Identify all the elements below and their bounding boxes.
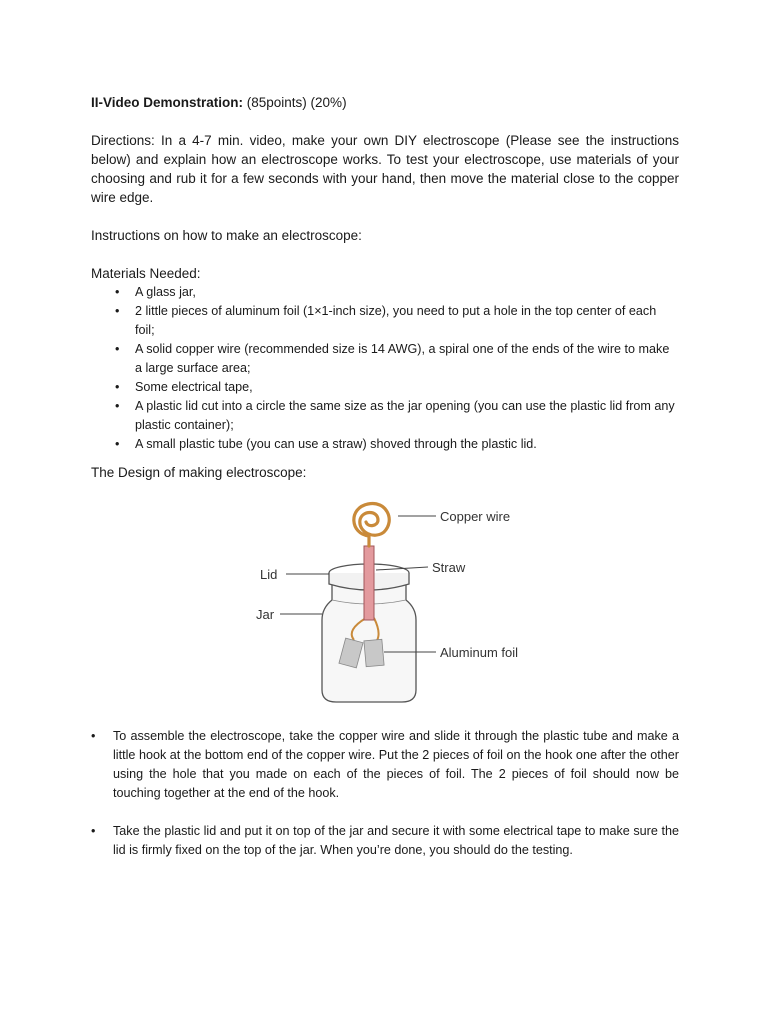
instructions-heading: Instructions on how to make an electroscope:	[91, 228, 362, 243]
steps-list-second	[91, 822, 679, 860]
bullet-glyph: •	[115, 285, 120, 299]
list-item-text: Take the plastic lid and put it on top of the jar and secure it with some electrical tape to make sure the lid is firmly fixed on the top of the jar. When you’re done, you should do the testing.	[113, 824, 679, 857]
design-heading: The Design of making electroscope:	[91, 465, 307, 480]
label-straw: Straw	[432, 560, 466, 575]
list-item-text: A glass jar,	[135, 285, 196, 299]
list-item	[91, 283, 679, 302]
bullet-glyph: •	[91, 729, 96, 743]
section-heading-bold: II-Video Demonstration:	[91, 95, 244, 110]
directions-paragraph: Directions: In a 4-7 min. video, make your own DIY electroscope (Please see the instructions below) and explain how an electroscope works. To test your electroscope, use materials of your choosing and rub it for a few seconds with your hand, then move the material close to the copper wire edge.	[91, 133, 679, 205]
electroscope-diagram	[250, 490, 540, 715]
list-item	[91, 727, 679, 803]
label-aluminum-foil: Aluminum foil	[440, 645, 519, 660]
list-item	[91, 397, 679, 435]
label-jar: Jar	[256, 607, 275, 622]
label-copper-wire: Copper wire	[440, 509, 511, 524]
foil-right	[364, 639, 384, 666]
bullet-glyph: •	[115, 399, 120, 413]
list-item-text: Some electrical tape,	[135, 380, 253, 394]
bullet-glyph: •	[115, 304, 120, 318]
copper-spiral	[354, 503, 389, 546]
list-item	[91, 378, 679, 397]
label-lid: Lid	[260, 567, 278, 582]
bullet-glyph: •	[115, 342, 120, 356]
list-item-text: A plastic lid cut into a circle the same size as the jar opening (you can use the plastic lid from any plastic container);	[135, 399, 675, 432]
bullet-glyph: •	[115, 437, 120, 451]
bullet-glyph: •	[91, 824, 96, 838]
materials-list	[91, 283, 679, 454]
list-item	[91, 435, 679, 454]
straw-shape	[364, 546, 374, 620]
list-item-text: To assemble the electroscope, take the copper wire and slide it through the plastic tube and make a little hook at the bottom end of the copper wire. Put the 2 pieces of foil on the hook one after the other using the hole that you made on each of the pieces of foil. The 2 pieces of foil should now be touching together at the end of the hook.	[113, 729, 679, 800]
list-item-text: A small plastic tube (you can use a straw) shoved through the plastic lid.	[135, 437, 537, 451]
list-item-text: 2 little pieces of aluminum foil (1×1-inch size), you need to put a hole in the top center of each foil;	[135, 304, 657, 337]
bullet-glyph: •	[115, 380, 120, 394]
steps-list	[91, 727, 679, 803]
section-heading	[91, 93, 679, 112]
list-item	[91, 822, 679, 860]
section-heading-points: (85points) (20%)	[243, 95, 347, 110]
list-item	[91, 302, 679, 340]
materials-heading: Materials Needed:	[91, 266, 201, 281]
list-item	[91, 340, 679, 378]
list-item-text: A solid copper wire (recommended size is 14 AWG), a spiral one of the ends of the wire to make a large surface area;	[135, 342, 670, 375]
